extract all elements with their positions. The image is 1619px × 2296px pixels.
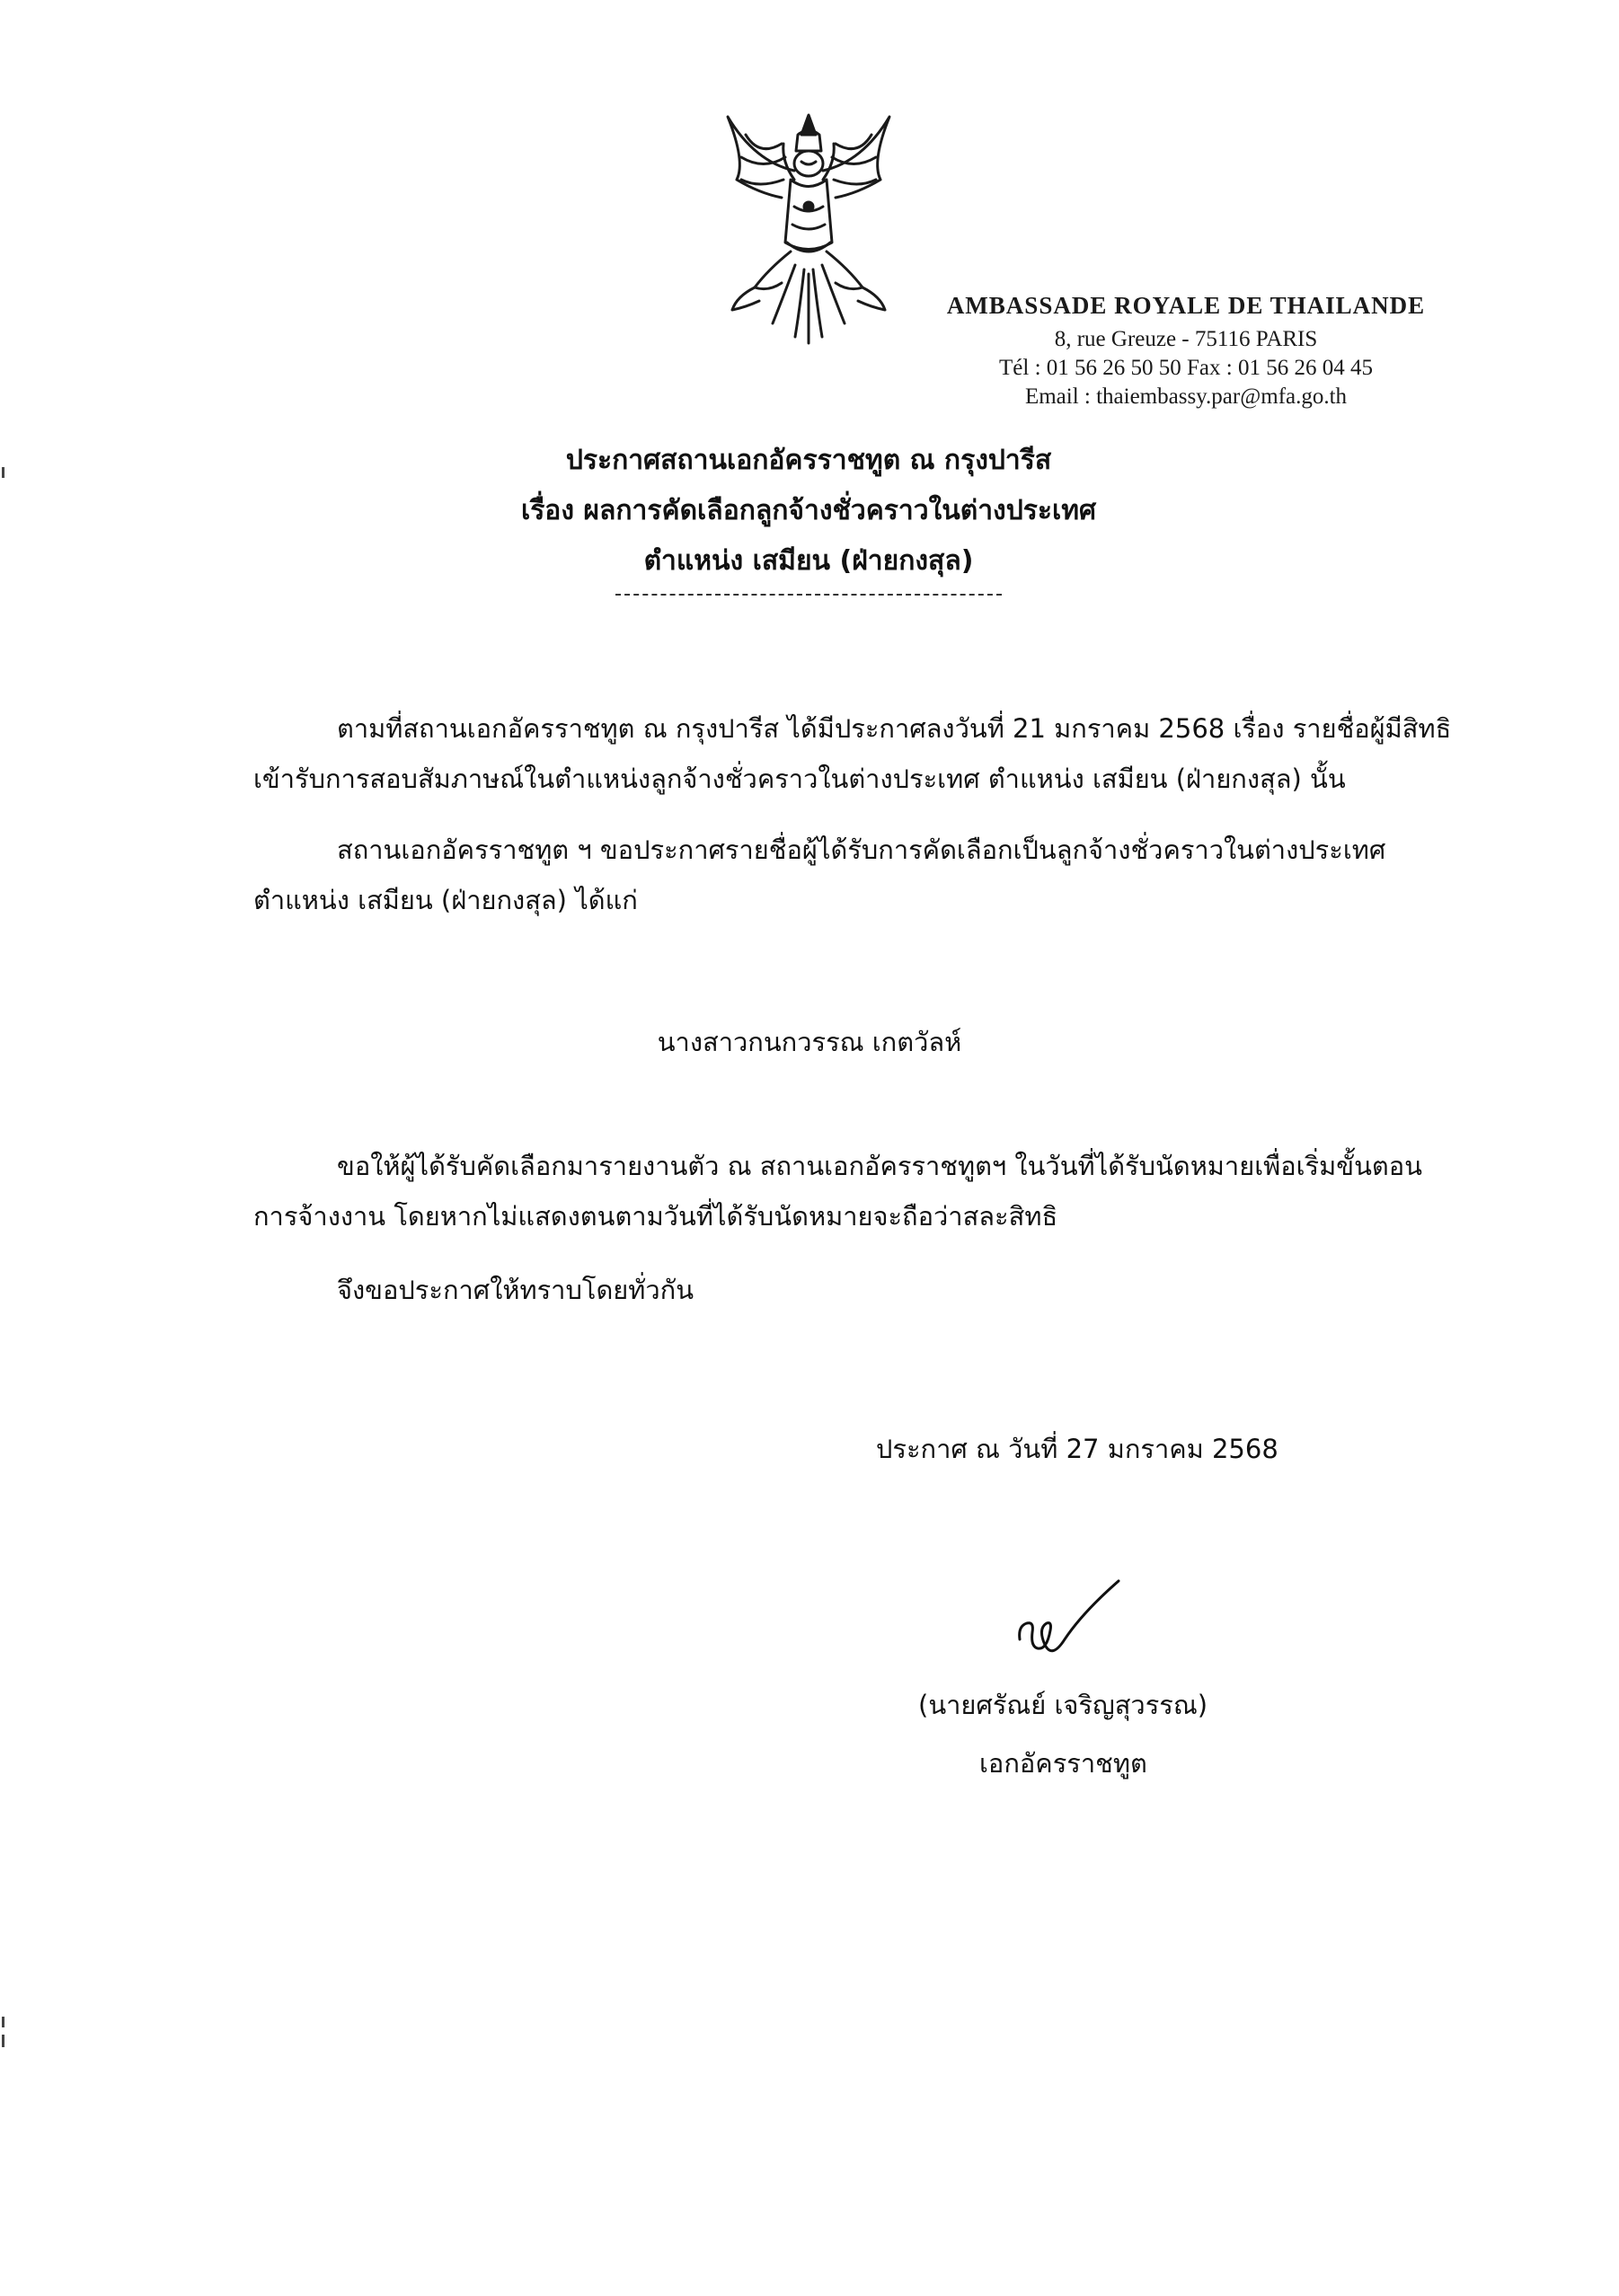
paragraph-4: จึงขอประกาศให้ทราบโดยทั่วกัน <box>337 1275 694 1305</box>
embassy-phone-fax: Tél : 01 56 26 50 50 Fax : 01 56 26 04 45 <box>999 356 1373 380</box>
paragraph-1-line-1: ตามที่สถานเอกอัครราชทูต ณ กรุงปารีส ได้มีประกาศลงวันที่ 21 มกราคม 2568 เรื่อง รายชื่อผู้มีสิทธิ <box>337 713 1452 744</box>
garuda-emblem-icon <box>719 108 898 350</box>
title-line-3: ตำแหน่ง เสมียน (ฝ่ายกงสุล) <box>643 545 974 577</box>
paragraph-2-line-2: ตำแหน่ง เสมียน (ฝ่ายกงสุล) ได้แก่ <box>253 885 638 915</box>
signatory-name: (นายศรัณย์ เจริญสุวรรณ) <box>918 1690 1208 1720</box>
embassy-name: AMBASSADE ROYALE DE THAILANDE <box>946 292 1426 319</box>
title-divider <box>615 594 1002 596</box>
signatory-title: เอกอัครราชทูต <box>979 1748 1147 1779</box>
announcement-title <box>359 436 1258 596</box>
embassy-address: 8, rue Greuze - 75116 PARIS <box>1054 327 1318 351</box>
scan-edge-mark <box>2 2035 4 2047</box>
embassy-email: Email : thaiembassy.par@mfa.go.th <box>1024 384 1348 409</box>
scan-edge-mark <box>2 2017 4 2027</box>
scan-edge-mark <box>2 467 4 478</box>
embassy-letterhead <box>898 292 1438 411</box>
paragraph-3-line-1: ขอให้ผู้ได้รับคัดเลือกมารายงานตัว ณ สถานเอกอัครราชทูตฯ ในวันที่ได้รับนัดหมายเพื่อเริ่มขั้นตอน <box>337 1151 1422 1181</box>
paragraph-3-line-2: การจ้างงาน โดยหากไม่แสดงตนตามวันที่ได้รับนัดหมายจะถือว่าสละสิทธิ <box>253 1201 1058 1232</box>
title-line-1: ประกาศสถานเอกอัครราชทูต ณ กรุงปารีส <box>565 445 1052 476</box>
selected-candidate-name: นางสาวกนกวรรณ เกตวัลห์ <box>657 1027 962 1057</box>
paragraph-2-line-1: สถานเอกอัครราชทูต ฯ ขอประกาศรายชื่อผู้ได้รับการคัดเลือกเป็นลูกจ้างชั่วคราวในต่างประเทศ <box>337 835 1386 865</box>
paragraph-1-line-2: เข้ารับการสอบสัมภาษณ์ในตำแหน่งลูกจ้างชั่วคราวในต่างประเทศ ตำแหน่ง เสมียน (ฝ่ายกงสุล) นั้น <box>253 764 1346 794</box>
signature-icon <box>1011 1576 1128 1675</box>
announcement-date: ประกาศ ณ วันที่ 27 มกราคม 2568 <box>876 1434 1278 1464</box>
title-line-2: เรื่อง ผลการคัดเลือกลูกจ้างชั่วคราวในต่างประเทศ <box>520 495 1097 526</box>
